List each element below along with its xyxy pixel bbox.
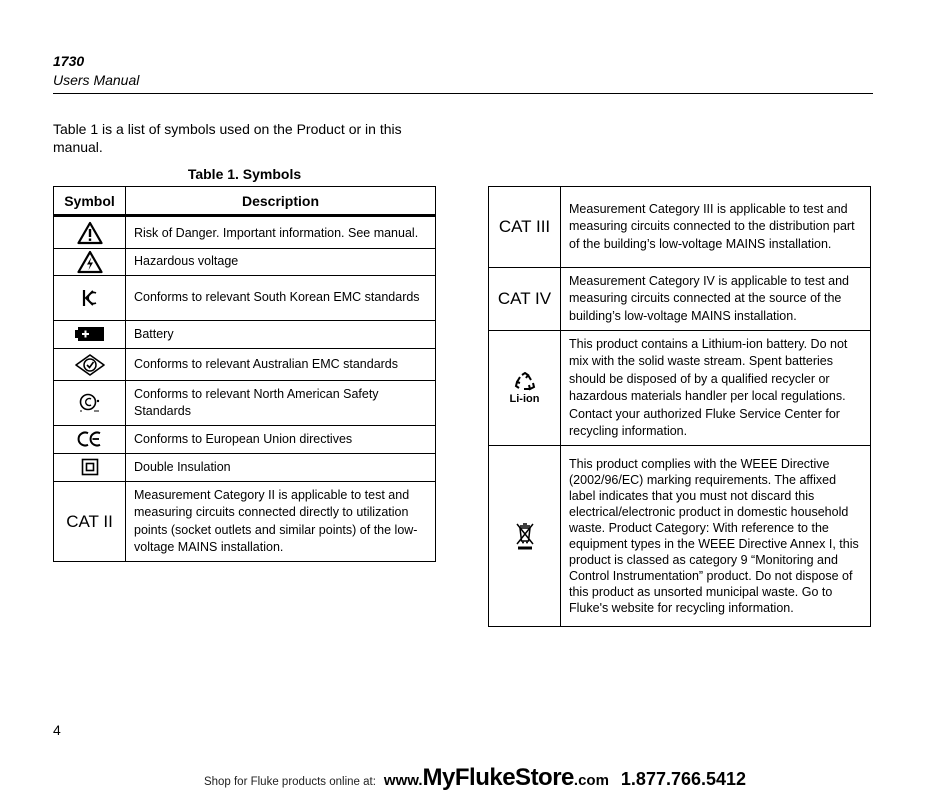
description-cell: Conforms to relevant South Korean EMC standards xyxy=(126,276,436,321)
intro-paragraph: Table 1 is a list of symbols used on the Product or in this manual. xyxy=(53,121,402,155)
ce-mark-icon xyxy=(77,431,103,447)
table-row xyxy=(54,276,436,321)
symbol-cell xyxy=(54,216,126,249)
cat-ii-label: CAT II xyxy=(66,511,113,531)
symbol-cell xyxy=(489,268,561,331)
double-insulation-icon xyxy=(81,458,99,476)
description-cell: Double Insulation xyxy=(126,454,436,482)
cat-iv-label: CAT IV xyxy=(497,289,552,308)
symbol-cell xyxy=(54,249,126,276)
table-row xyxy=(54,249,436,276)
danger-warning-icon xyxy=(77,221,103,245)
table-row xyxy=(54,349,436,381)
symbol-cell xyxy=(54,426,126,454)
symbol-cell xyxy=(54,381,126,426)
symbol-cell xyxy=(54,276,126,321)
table-caption: Table 1. Symbols xyxy=(187,166,302,182)
symbol-cell xyxy=(489,446,561,627)
table-header-row xyxy=(54,187,436,216)
table-row xyxy=(54,482,436,562)
symbol-cell xyxy=(54,321,126,349)
header-description: Description xyxy=(126,187,436,216)
table-row xyxy=(489,331,871,446)
table-row xyxy=(489,268,871,331)
description-cell: Conforms to relevant North American Safety Standards xyxy=(126,381,436,426)
footer-store-link[interactable]: MyFlukeStore xyxy=(422,764,574,791)
table-row xyxy=(54,381,436,426)
footer-www[interactable]: www. xyxy=(383,772,423,789)
table-row xyxy=(489,187,871,268)
table-row xyxy=(54,454,436,482)
footer-store-banner xyxy=(0,764,950,792)
table-row xyxy=(489,446,871,627)
cat-iii-label: CAT III xyxy=(498,217,551,236)
li-ion-label: Li-ion xyxy=(509,392,540,405)
page-number: 4 xyxy=(53,722,61,738)
header-symbol: Symbol xyxy=(54,187,126,216)
table-row xyxy=(54,321,436,349)
description-cell: Conforms to relevant Australian EMC standards xyxy=(126,349,436,381)
csa-mark-icon xyxy=(77,392,103,414)
description-cell: Measurement Category IV is applicable to test and measuring circuits connected at the source of the building’s low-voltage MAINS installation. xyxy=(561,268,871,331)
symbols-table-right xyxy=(488,186,871,627)
battery-icon xyxy=(75,326,105,342)
description-cell: Conforms to European Union directives xyxy=(126,426,436,454)
table-row xyxy=(54,426,436,454)
symbol-cell xyxy=(54,482,126,562)
description-cell: This product contains a Lithium-ion battery. Do not mix with the solid waste stream. Spent batteries should be disposed of by a qualified recycler or hazardous materials handler per local regulations. Contact your authorized Fluke Service Center for recycling information. xyxy=(561,331,871,446)
korean-kc-mark-icon xyxy=(81,287,99,309)
table-row xyxy=(54,216,436,249)
header-model: 1730 xyxy=(53,53,85,69)
symbol-cell xyxy=(489,187,561,268)
footer-phone: 1.877.766.5412 xyxy=(620,769,747,789)
header-rule xyxy=(53,93,873,94)
description-cell: This product complies with the WEEE Directive (2002/96/EC) marking requirements. The affixed label indicates that you must not discard this electrical/electronic product in domestic household waste. Product Category: With reference to the equipment types in the WEEE Directive Annex I, this product is classed as category 9 “Monitoring and Control Instrumentation” product. Do not dispose of this product as unsorted municipal waste. Go to Fluke's website for recycling information. xyxy=(561,446,871,627)
description-cell: Measurement Category III is applicable to test and measuring circuits connected to the distribution part of the building’s low-voltage MAINS installation. xyxy=(561,187,871,268)
header-manual-title: Users Manual xyxy=(53,72,140,88)
description-cell: Risk of Danger. Important information. See manual. xyxy=(126,216,436,249)
footer-shop-text: Shop for Fluke products online at: xyxy=(203,776,376,788)
weee-crossed-bin-icon xyxy=(515,521,535,551)
recycle-icon xyxy=(514,372,536,392)
symbol-cell xyxy=(54,349,126,381)
description-cell: Measurement Category II is applicable to test and measuring circuits connected directly to utilization points (socket outlets and similar points) of the low-voltage MAINS installation. xyxy=(126,482,436,562)
symbol-cell xyxy=(489,331,561,446)
australian-rcm-mark-icon xyxy=(75,354,105,376)
footer-com[interactable]: .com xyxy=(573,772,609,789)
symbols-table-left xyxy=(53,186,436,562)
description-cell: Hazardous voltage xyxy=(126,249,436,276)
symbol-cell xyxy=(54,454,126,482)
hazardous-voltage-icon xyxy=(77,250,103,274)
description-cell: Battery xyxy=(126,321,436,349)
